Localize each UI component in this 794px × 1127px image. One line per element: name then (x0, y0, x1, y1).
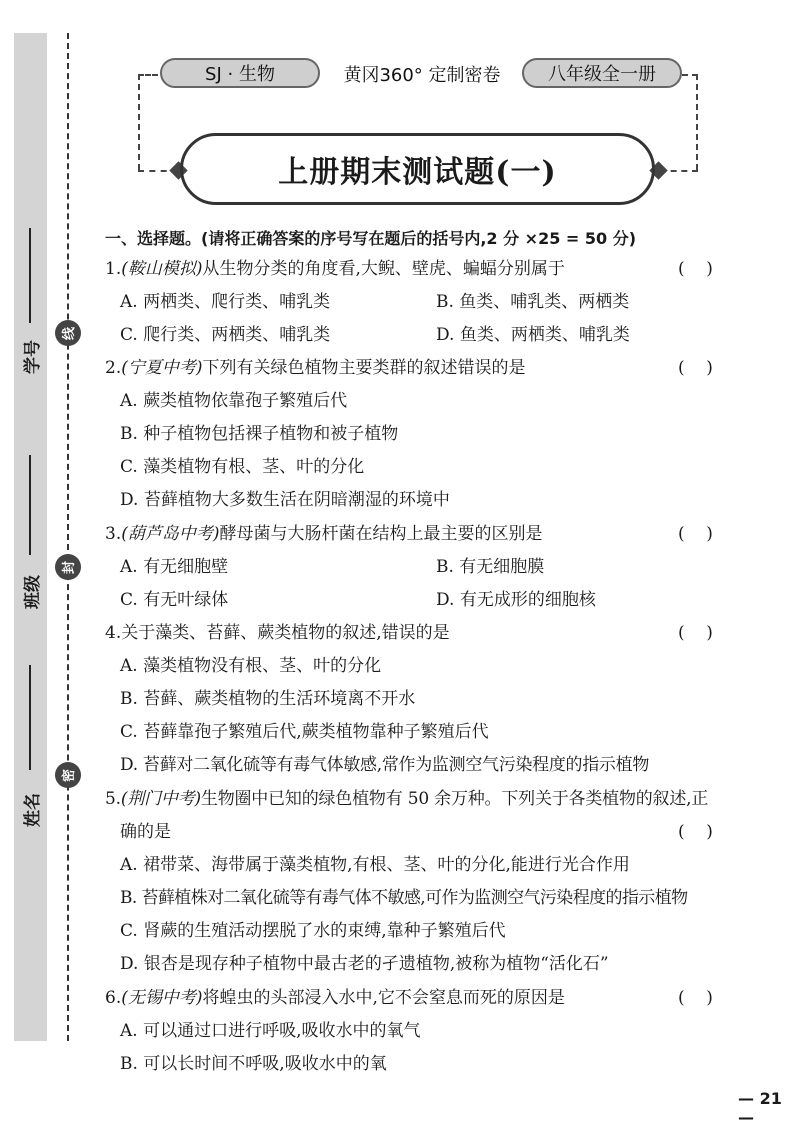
question-3-option-c: C. 有无叶绿体 (120, 590, 229, 610)
question-1-source: (鞍山模拟) (121, 259, 203, 279)
question-6-source: (无锡中考) (121, 988, 203, 1008)
question-3-option-a: A. 有无细胞壁 (120, 557, 229, 577)
class-field (14, 575, 47, 609)
question-5-option-a: A. 裙带菜、海带属于藻类植物,有根、茎、叶的分化,能进行光合作用 (120, 855, 630, 875)
cut-mark-secret: 密 (55, 762, 81, 788)
page-title (180, 133, 655, 205)
question-3-source: (葫芦岛中考) (121, 524, 220, 544)
cut-line (67, 33, 69, 1041)
page-title-text: 上册期末测试题(一) (278, 155, 557, 190)
header-dash-left (138, 74, 158, 76)
student-id-field (14, 340, 47, 374)
question-1-answer-bracket: ( ) (678, 259, 713, 279)
question-2-option-c: C. 藻类植物有根、茎、叶的分化 (120, 457, 365, 477)
class-label: 班级 (23, 575, 43, 609)
series-title: 黄冈360° 定制密卷 (343, 65, 501, 86)
grade-pill (522, 58, 682, 88)
name-blank (29, 665, 31, 770)
question-2-source: (宁夏中考) (121, 358, 203, 378)
question-5-source: (荆门中考) (120, 789, 201, 809)
grade-text: 八年级全一册 (548, 64, 656, 85)
header-dash-right-v (696, 74, 698, 170)
question-3-option-d: D. 有无成形的细胞核 (436, 590, 596, 610)
question-1-option-b: B. 鱼类、哺乳类、两栖类 (436, 292, 630, 312)
name-label: 姓名 (23, 793, 43, 827)
question-4-stem: 4.关于藻类、苔藓、蕨类植物的叙述,错误的是 (105, 623, 450, 643)
question-1-option-a: A. 两栖类、爬行类、哺乳类 (120, 292, 331, 312)
question-5-stem: 5.(荆门中考)生物圈中已知的绿色植物有 50 余万种。下列关于各类植物的叙述,正 (105, 789, 709, 809)
question-4-option-b: B. 苔藓、蕨类植物的生活环境离不开水 (120, 689, 416, 709)
cut-mark-line: 线 (55, 320, 81, 346)
question-5-stem-cont: 确的是 (120, 822, 171, 842)
question-4-option-a: A. 藻类植物没有根、茎、叶的分化 (120, 656, 382, 676)
question-6-stem: 6.(无锡中考)将蝗虫的头部浸入水中,它不会窒息而死的原因是 (105, 988, 565, 1008)
name-field (14, 793, 47, 827)
question-5-answer-bracket: ( ) (678, 822, 713, 842)
class-blank (29, 455, 31, 555)
question-3-answer-bracket: ( ) (678, 524, 713, 544)
question-2-option-a: A. 蕨类植物依靠孢子繁殖后代 (120, 391, 348, 411)
question-4-option-c: C. 苔藓靠孢子繁殖后代,蕨类植物靠种子繁殖后代 (120, 722, 489, 742)
student-id-blank (29, 228, 31, 323)
section-heading: 一、选择题。(请将正确答案的序号写在题后的括号内,2 分 ×25 = 50 分) (105, 229, 637, 248)
student-id-label: 学号 (23, 340, 43, 374)
question-4-answer-bracket: ( ) (678, 623, 713, 643)
question-2-stem: 2.(宁夏中考)下列有关绿色植物主要类群的叙述错误的是 (105, 358, 526, 378)
question-6-option-a: A. 可以通过口进行呼吸,吸收水中的氧气 (120, 1021, 421, 1041)
cut-mark-seal: 封 (55, 554, 81, 580)
question-2-answer-bracket: ( ) (678, 358, 713, 378)
question-5-option-d: D. 银杏是现存种子植物中最古老的孑遗植物,被称为植物“活化石” (120, 954, 609, 974)
question-1-option-d: D. 鱼类、两栖类、哺乳类 (436, 325, 630, 345)
page-number: — 21 — (738, 1089, 782, 1127)
subject-pill (160, 58, 320, 88)
question-3-option-b: B. 有无细胞膜 (436, 557, 545, 577)
header-dash-left-v (138, 74, 140, 170)
question-2-option-b: B. 种子植物包括裸子植物和被子植物 (120, 424, 399, 444)
question-2-option-d: D. 苔藓植物大多数生活在阴暗潮湿的环境中 (120, 490, 450, 510)
question-6-option-b: B. 可以长时间不呼吸,吸收水中的氧 (120, 1054, 387, 1074)
question-5-option-c: C. 肾蕨的生殖活动摆脱了水的束缚,靠种子繁殖后代 (120, 921, 506, 941)
question-1-option-c: C. 爬行类、两栖类、哺乳类 (120, 325, 331, 345)
subject-text: SJ · 生物 (205, 64, 275, 85)
question-5-option-b: B. 苔藓植株对二氧化硫等有毒气体不敏感,可作为监测空气污染程度的指示植物 (120, 888, 688, 908)
question-6-answer-bracket: ( ) (678, 988, 713, 1008)
question-4-option-d: D. 苔藓对二氧化硫等有毒气体敏感,常作为监测空气污染程度的指示植物 (120, 755, 650, 775)
question-1-stem: 1.(鞍山模拟)从生物分类的角度看,大鲵、壁虎、蝙蝠分别属于 (105, 259, 565, 279)
question-3-stem: 3.(葫芦岛中考)酵母菌与大肠杆菌在结构上最主要的区别是 (105, 524, 543, 544)
